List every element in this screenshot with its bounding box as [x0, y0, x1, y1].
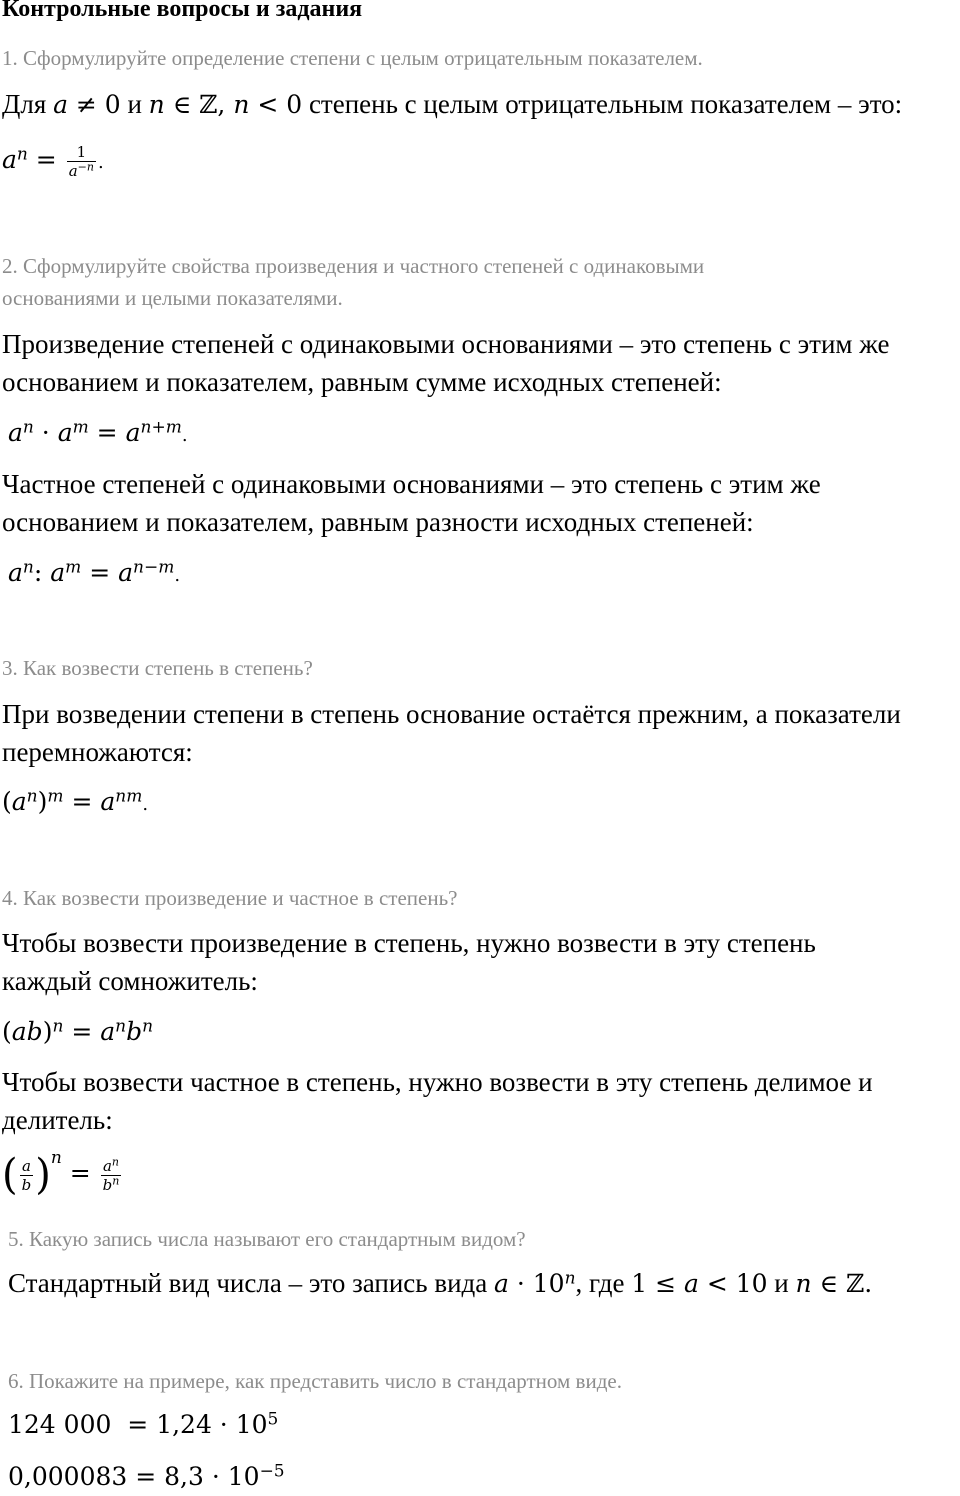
question-5: 5. Какую запись числа называют его стандартным видом? — [8, 1227, 526, 1251]
answer-4-quotient-line-2: делитель: — [2, 1105, 113, 1135]
question-6: 6. Покажите на примере, как представить число в стандартном виде. — [8, 1369, 622, 1393]
answer-1-post: степень с целым отрицательным показателем – это: — [308, 89, 903, 119]
answer-1-text — [2, 89, 902, 120]
example-1: 124 $000 = 1,24 \cdot 10^5$ — [8, 1409, 279, 1439]
answer-5-where: , где — [575, 1268, 625, 1298]
question-1: 1. Сформулируйте определение степени с целым отрицательным показателем. — [2, 46, 703, 70]
answer-3-line-2: перемножаются: — [2, 737, 193, 767]
formula-power-of-quotient: ( $\frac{a}{b}$ )$^n$ = $\frac{a^n}{b^n}$ — [2, 1147, 120, 1200]
answer-2-product-line-1: Произведение степеней с одинаковыми основаниями – это степень с этим же — [2, 329, 890, 359]
question-4: 4. Как возвести произведение и частное в степень? — [2, 886, 458, 910]
answer-4-product-line-1: Чтобы возвести произведение в степень, нужно возвести в эту степень — [2, 928, 816, 958]
answer-1-pre: Для — [2, 89, 47, 119]
answer-1-and: и — [127, 89, 142, 119]
answer-2-quotient-line-2: основанием и показателем, равным разности исходных степеней: — [2, 507, 754, 537]
example-1-number: 124 000 — [8, 1410, 112, 1439]
formula-negative-power: $a^n$ = $\frac{1}{a^{-n}}$ . — [2, 143, 104, 180]
example-2: $0,000083 = 8,3 \cdot 10^{-5}$ — [8, 1461, 285, 1491]
answer-2-product-line-2: основанием и показателем, равным сумме исходных степеней: — [2, 367, 722, 397]
formula-product-of-powers: $a^n \cdot a^m = a^{n+m}$. — [8, 417, 188, 447]
question-3: 3. Как возвести степень в степень? — [2, 656, 313, 680]
answer-3-line-1: При возведении степени в степень основание остаётся прежним, а показатели — [2, 699, 901, 729]
formula-power-of-power: $(a^n)^m = a^{nm}$. — [2, 786, 149, 816]
answer-5-text — [8, 1268, 872, 1299]
formula-standard-form: $a \cdot 10^n$ — [494, 1268, 576, 1298]
formula-quotient-of-powers: $a^n$: $a^m = a^{n-m}$. — [8, 557, 181, 587]
example-2-number: 0,000083 — [8, 1462, 128, 1491]
formula-power-of-product: $(ab)^n = a^nb^n$ — [2, 1016, 154, 1046]
formula-n-integer: n ∈ ℤ. — [795, 1269, 873, 1298]
answer-5-pre: Стандартный вид числа – это запись вида — [8, 1268, 488, 1298]
example-2-exponent: −5 — [259, 1461, 285, 1482]
page-title: Контрольные вопросы и задания — [2, 0, 363, 22]
answer-2-quotient-line-1: Частное степеней с одинаковыми основаниями – это степень с этим же — [2, 469, 821, 499]
example-1-exponent: 5 — [267, 1409, 279, 1430]
answer-5-and: и — [774, 1268, 789, 1298]
example-2-mantissa: 8,3 — [164, 1462, 204, 1491]
answer-4-product-line-2: каждый сомножитель: — [2, 966, 258, 996]
question-2-line-1: 2. Сформулируйте свойства произведения и частного степеней с одинаковыми — [2, 254, 705, 278]
answer-4-quotient-line-1: Чтобы возвести частное в степень, нужно возвести в эту степень делимое и — [2, 1067, 873, 1097]
formula-n-in-z: n ∈ ℤ, n < 0 — [148, 90, 303, 119]
example-1-mantissa: 1,24 — [156, 1410, 212, 1439]
formula-mantissa-range: 1 ≤ a < 10 — [631, 1269, 768, 1298]
question-2-line-2: основаниями и целыми показателями. — [2, 286, 343, 310]
formula-a-neq-0: a ≠ 0 — [53, 90, 121, 119]
